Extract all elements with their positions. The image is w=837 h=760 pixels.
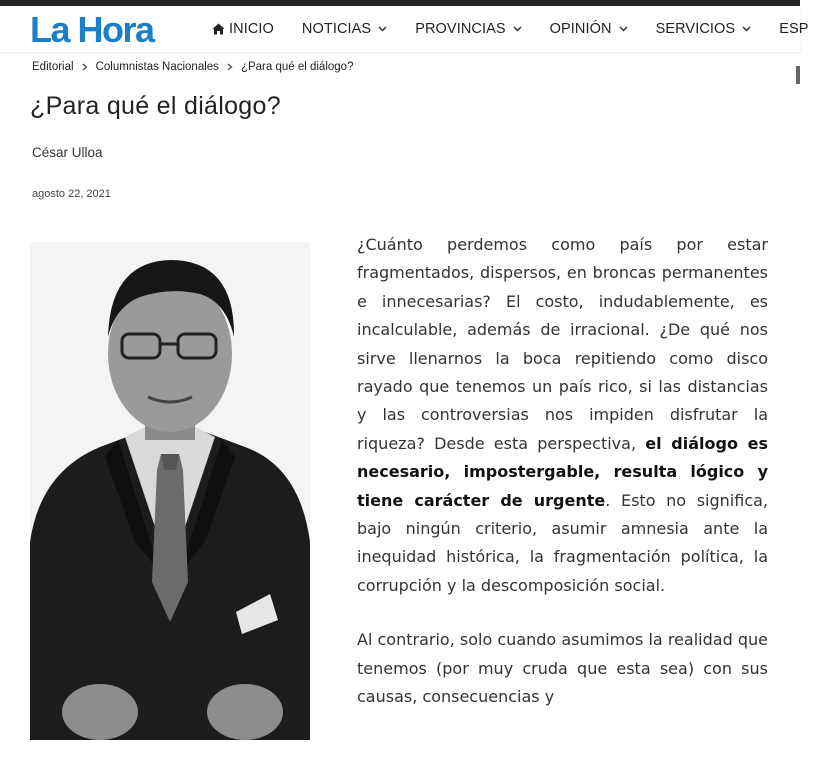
home-icon: [212, 23, 225, 35]
chevron-right-icon: [227, 63, 233, 71]
nav-item-esp[interactable]: [779, 21, 808, 37]
nav-item-label: ESP: [779, 21, 809, 37]
site-logo[interactable]: La Hora: [30, 9, 154, 50]
author-link[interactable]: César Ulloa: [32, 145, 103, 160]
article-body: [357, 231, 768, 738]
nav-item-label: OPINIÓN: [549, 21, 612, 37]
chevron-down-icon: [619, 26, 628, 32]
nav-item-noticias[interactable]: [302, 21, 387, 37]
breadcrumb-item-columnistas[interactable]: Columnistas Nacionales: [95, 61, 219, 73]
chevron-down-icon: [378, 26, 387, 32]
nav-item-opinion[interactable]: [550, 21, 628, 37]
nav-item-label: INICIO: [229, 21, 274, 37]
breadcrumb-item-editorial[interactable]: Editorial: [32, 61, 74, 73]
chevron-down-icon: [742, 26, 751, 32]
nav-item-label: SERVICIOS: [655, 21, 736, 37]
chevron-down-icon: [513, 26, 522, 32]
nav-item-provincias[interactable]: [415, 21, 521, 37]
chevron-right-icon: [82, 63, 88, 71]
article-paragraph: [357, 231, 768, 600]
navbar: [0, 6, 809, 52]
author-photo-illustration: [30, 242, 310, 740]
article-paragraph: Al contrario, solo cuando asumimos la realidad que tenemos (por muy cruda que esta sea) con sus causas, consecuencias y: [357, 630, 768, 707]
nav-item-servicios[interactable]: [656, 21, 752, 37]
nav-item-label: NOTICIAS: [301, 21, 372, 37]
nav-item-label: PROVINCIAS: [415, 21, 506, 37]
paragraph-text: ¿Cuánto perdemos como país por estar fragmentados, dispersos, en broncas permanentes e innecesarias? El costo, indudablemente, es incalculable, además de irracional. ¿De qué nos sirve llenarnos la boca repitiendo como disco rayado que tenemos un país rico, si las distancias y las controversias nos impiden disfrutar la riqueza? Desde esta perspectiva,: [357, 235, 768, 453]
breadcrumb: [32, 61, 353, 73]
author-photo: [30, 242, 310, 740]
sidebar-edge-marker: [796, 66, 800, 84]
main-nav: [212, 6, 837, 52]
page-title: ¿Para qué el diálogo?: [30, 92, 281, 120]
breadcrumb-item-current: ¿Para qué el diálogo?: [240, 61, 354, 73]
publish-date: agosto 22, 2021: [32, 188, 111, 200]
paragraph-emphasis: el diálogo es necesario, impostergable, resulta lógico y tiene carácter de urgente: [357, 433, 769, 510]
paragraph-text: . Esto no significa, bajo ningún criterio, asumir amnesia ante la inequidad histórica, la fragmentación política, la corrupción y la descomposición social.: [357, 490, 769, 595]
nav-item-inicio[interactable]: [212, 21, 274, 37]
